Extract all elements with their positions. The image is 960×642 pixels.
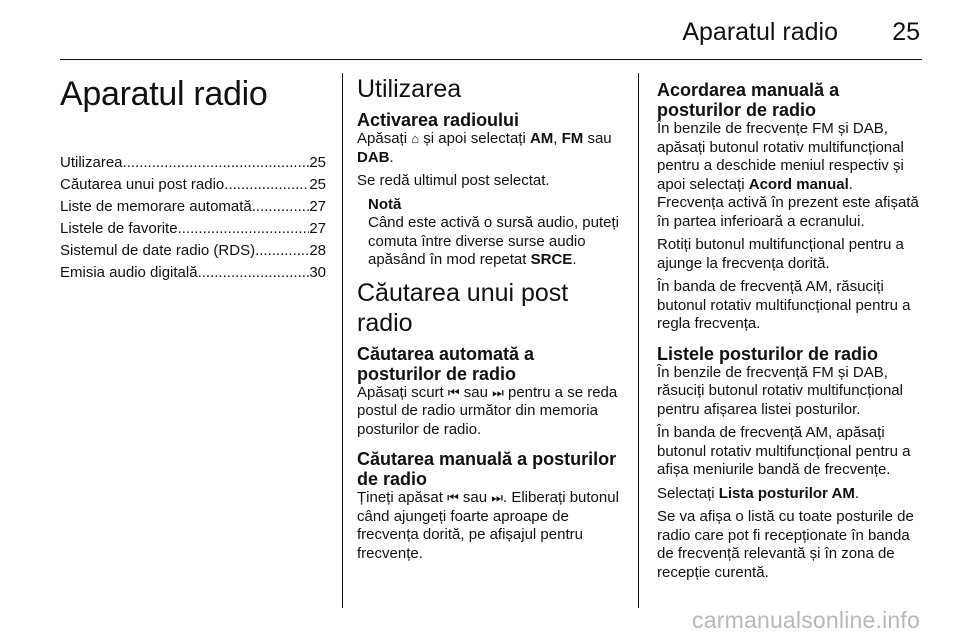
subheading-station-lists: Listele posturilor de radio [657, 343, 879, 364]
seek-back-icon: ⏮ [447, 384, 460, 400]
toc-page: 27 [309, 220, 326, 237]
section-heading-cautarea: Căutarea unui post radio [357, 278, 569, 337]
toc-column [60, 74, 326, 284]
toc-leader [224, 174, 309, 196]
column-divider-2 [638, 73, 639, 608]
paragraph: Apăsați ⌂ și apoi selectați AM, FM sau DAB. [357, 130, 612, 166]
paragraph: Selectați Lista posturilor AM. [657, 484, 859, 502]
content-column-3 [657, 74, 922, 587]
paragraph: În benzile de frecvențe FM și DAB, apăsați butonul rotativ multifuncțional pentru a deschide meniul respectiv și apoi selectați Acord manual. [657, 120, 904, 193]
toc-label: Căutarea unui post radio [60, 176, 225, 193]
toc-leader [252, 196, 310, 218]
toc-entry[interactable] [60, 262, 326, 284]
column-divider-1 [342, 73, 343, 608]
header-rule [60, 59, 922, 60]
page-number: 25 [892, 18, 920, 46]
subheading-manual-tuning: Acordarea manuală a posturilor de radio [657, 80, 840, 120]
toc-page: 25 [309, 154, 326, 171]
toc-entry[interactable] [60, 196, 326, 218]
table-of-contents [60, 152, 326, 284]
chapter-title: Aparatul radio [60, 75, 268, 113]
toc-leader [123, 152, 310, 174]
toc-label: Emisia audio digitală [60, 264, 198, 281]
toc-entry[interactable] [60, 174, 326, 196]
toc-label: Liste de memorare automată [60, 198, 252, 215]
note-text: Când este activă o sursă audio, puteți comuta între diverse surse audio apăsând în mod repetat SRCE. [368, 214, 619, 268]
subheading-manual-search: Căutarea manuală a posturilor de radio [357, 449, 617, 489]
subheading-auto-search: Căutarea automată a posturilor de radio [357, 343, 535, 384]
content-column-2 [357, 74, 623, 568]
toc-entry[interactable] [60, 240, 326, 262]
header-title: Aparatul radio [682, 18, 838, 46]
toc-page: 25 [309, 176, 326, 193]
seek-forward-icon: ⏭ [491, 490, 503, 505]
toc-leader [178, 218, 310, 240]
toc-label: Utilizarea [60, 154, 123, 171]
watermark: carmanualsonline.info [692, 607, 920, 633]
paragraph: Rotiți butonul multifuncțional pentru a ajunge la frecvența dorită. [657, 236, 904, 272]
paragraph: În banda de frecvență AM, apăsați butonul rotativ multifuncțional pentru a afișa meniurile bandă de frecvențe. [657, 424, 911, 478]
toc-leader [255, 240, 309, 262]
section-heading-utilizarea: Utilizarea [357, 75, 462, 103]
toc-page: 27 [309, 198, 326, 215]
note-box [368, 196, 623, 270]
page-header [60, 14, 922, 58]
paragraph: În benzile de frecvență FM și DAB, răsuciți butonul rotativ multifuncțional pentru afișarea listei posturilor. [657, 363, 903, 418]
toc-entry[interactable] [60, 218, 326, 240]
toc-leader [198, 262, 310, 284]
paragraph: Frecvența activă în prezent este afișată în partea inferioară a ecranului. [657, 194, 919, 230]
paragraph: Se va afișa o listă cu toate posturile de radio care pot fi recepționate în banda de frecvență relevantă și în zona de recepție curentă. [657, 508, 914, 581]
paragraph: Țineți apăsat ⏮ sau ⏭. Eliberați butonul când ajungeți foarte aproape de frecvența dorită, pe afișajul pentru frecvențe. [357, 489, 619, 562]
home-icon: ⌂ [411, 131, 420, 146]
toc-label: Listele de favorite [60, 220, 178, 237]
seek-forward-icon: ⏭ [492, 384, 504, 400]
subheading-activarea: Activarea radioului [357, 110, 520, 130]
paragraph: Se redă ultimul post selectat. [357, 172, 550, 189]
toc-label: Sistemul de date radio (RDS) [60, 242, 256, 259]
paragraph: În banda de frecvență AM, răsuciți butonul rotativ multifuncțional pentru a regla frecvența. [657, 278, 911, 332]
toc-page: 30 [309, 264, 326, 281]
seek-back-icon: ⏮ [447, 490, 459, 505]
toc-page: 28 [309, 242, 326, 259]
paragraph: Apăsați scurt ⏮ sau ⏭ pentru a se reda postul de radio următor din memoria posturilor de radio. [357, 383, 618, 438]
note-heading: Notă [368, 195, 402, 213]
toc-entry[interactable] [60, 152, 326, 174]
